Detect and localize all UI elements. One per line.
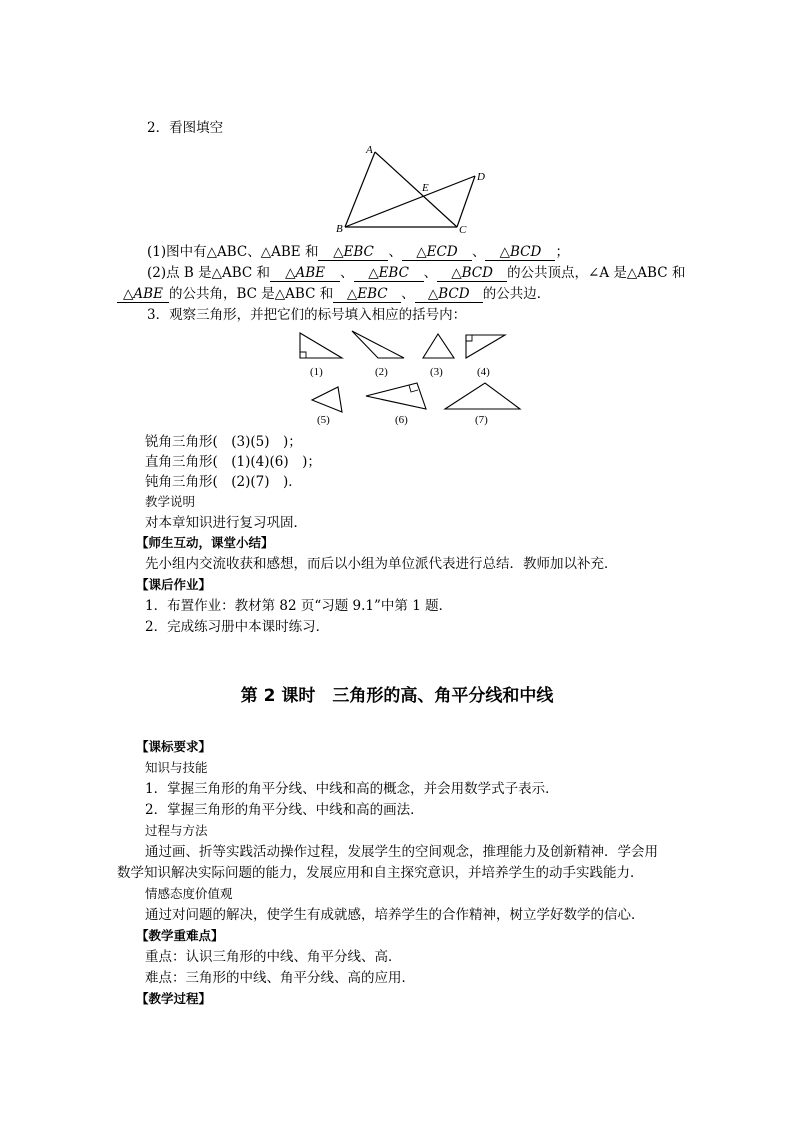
triangle-figure [330,140,500,240]
attitude-label: 情感态度价值观 [145,886,233,901]
tri-label-7: (7) [475,414,488,426]
label-d: D [477,171,485,183]
answer-blank: △ABE [117,286,169,303]
answer-blank: △BCD [415,286,483,303]
knowledge-item: 1．掌握三角形的角平分线、中线和高的概念，并会用数学式子表示． [145,781,559,797]
difficult-point: 难点：三角形的中线、角平分线、高的应用． [145,970,415,986]
req-header: 【课标要求】 [136,739,212,754]
homework-item: 1．布置作业：教材第 82 页“习题 9.1”中第 1 题． [145,598,453,614]
homework-item: 2．完成练习册中本课时练习． [145,619,330,635]
triangles-figure [290,325,530,430]
tri-label-5: (5) [317,414,330,426]
label-e: E [422,182,429,194]
homework-header: 【课后作业】 [136,577,212,592]
q3-heading: 3．观察三角形，并把它们的标号填入相应的括号内： [147,307,467,323]
process-line1: 通过画、折等实践活动操作过程，发展学生的空间观念，推理能力及创新精神．学会用 [145,844,658,860]
tri-label-1: (1) [310,366,323,378]
obtuse-answer: 钝角三角形( (2)(7) )． [145,474,302,490]
acute-answer: 锐角三角形( (3)(5) )； [145,434,302,450]
q2-line2: (2)点 B 是△ABC 和 △ABE 、 △EBC 、 △BCD 的公共顶点，∠A 是△ABC 和 [147,265,686,281]
tri-label-6: (6) [395,414,408,426]
q2-line1: (1)图中有△ABC、△ABE 和 △EBC 、 △ECD 、 △BCD ； [147,244,569,260]
right-answer: 直角三角形( (1)(4)(6) )； [145,454,321,470]
answer-blank: △EBC [354,265,424,282]
answer-blank: △BCD [485,244,555,261]
answer-blank: △ECD [402,244,472,261]
summary-text: 先小组内交流收获和感想，而后以小组为单位派代表进行总结．教师加以补充． [145,556,618,572]
summary-header: 【师生互动，课堂小结】 [136,535,274,550]
answer-blank: △ABE [270,265,340,282]
answer-blank: △BCD [437,265,507,282]
answer-blank: △EBC [318,244,388,261]
attitude-text: 通过对问题的解决，使学生有成就感，培养学生的合作精神，树立学好数学的信心． [145,907,645,923]
answer-blank: △EBC [333,286,401,303]
process-line2: 数学知识解决实际问题的能力，发展应用和自主探究意识，并培养学生的动手实践能力． [117,865,644,881]
label-b: B [336,223,343,235]
tri-label-2: (2) [375,366,388,378]
q2-line3: △ABE 的公共角，BC 是△ABC 和 △EBC 、 △BCD 的公共边． [117,284,550,304]
knowledge-label: 知识与技能 [145,760,208,775]
process-header: 【教学过程】 [136,991,212,1006]
notes-label: 教学说明 [145,494,196,509]
key-point: 重点：认识三角形的中线、角平分线、高． [145,949,402,965]
tri-label-4: (4) [477,366,490,378]
knowledge-item: 2．掌握三角形的角平分线、中线和高的画法． [145,802,424,818]
notes-text: 对本章知识进行复习巩固． [145,515,307,531]
label-c: C [459,224,467,236]
tri-label-3: (3) [430,366,443,378]
process-label: 过程与方法 [145,823,208,838]
label-a: A [366,144,373,156]
key-header: 【教学重难点】 [136,928,224,943]
lesson-title: 第 2 课时 三角形的高、角平分线和中线 [240,686,554,706]
q2-heading: 2．看图填空 [147,120,224,136]
